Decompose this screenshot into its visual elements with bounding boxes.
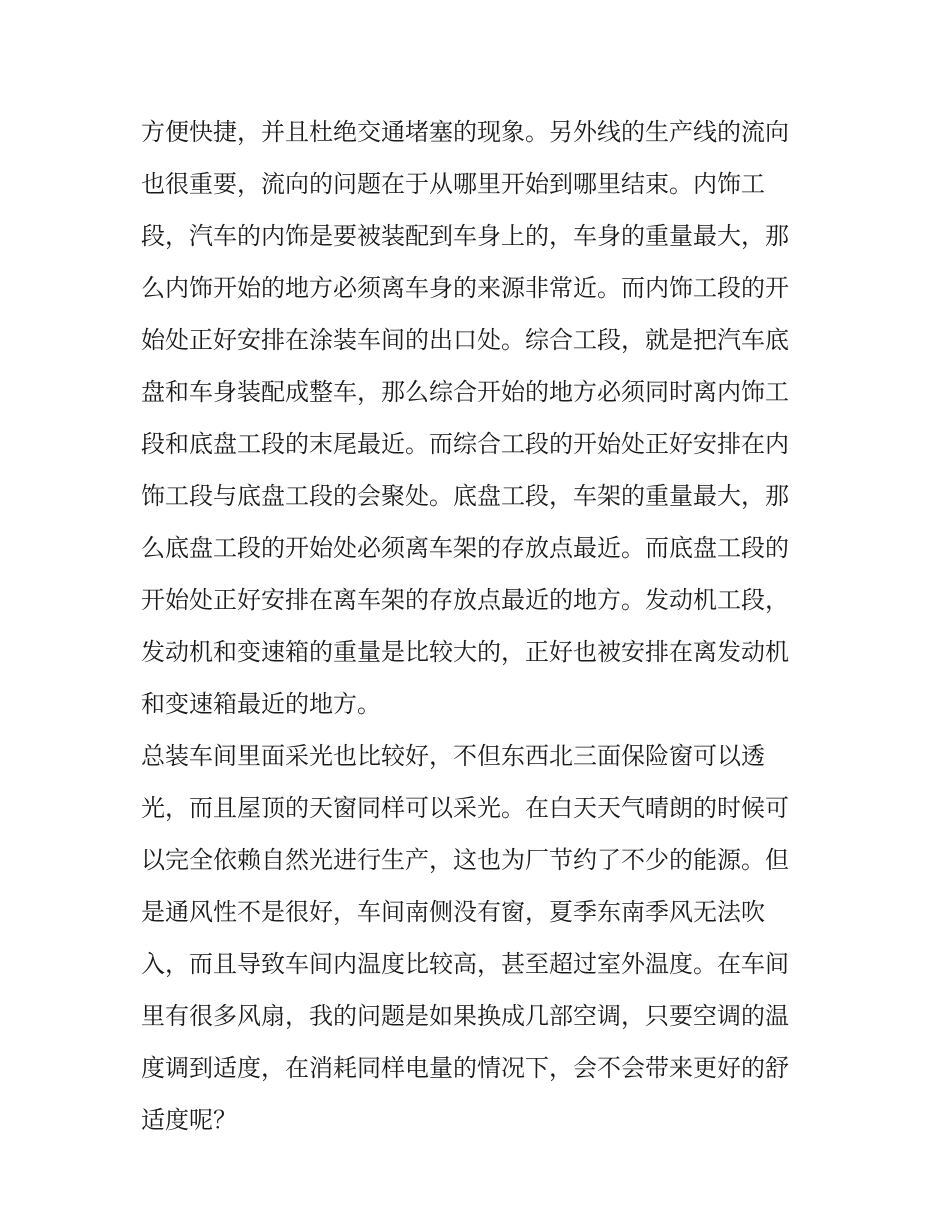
text-line: 以完全依赖自然光进行生产，这也为厂节约了不少的能源。但	[141, 846, 789, 874]
text-line: 适度呢？	[141, 1106, 237, 1134]
text-line: 开始处正好安排在离车架的存放点最近的地方。发动机工段，	[141, 586, 789, 614]
text-line: 方便快捷，并且杜绝交通堵塞的现象。另外线的生产线的流向	[141, 118, 789, 146]
body-text	[141, 106, 821, 1146]
text-line: 段和底盘工段的末尾最近。而综合工段的开始处正好安排在内	[141, 430, 789, 458]
text-line: 发动机和变速箱的重量是比较大的，正好也被安排在离发动机	[141, 638, 789, 666]
text-line: 么底盘工段的开始处必须离车架的存放点最近。而底盘工段的	[141, 534, 789, 562]
text-line: 么内饰开始的地方必须离车身的来源非常近。而内饰工段的开	[141, 274, 789, 302]
text-line: 也很重要，流向的问题在于从哪里开始到哪里结束。内饰工	[141, 170, 765, 198]
text-line: 总装车间里面采光也比较好，不但东西北三面保险窗可以透	[141, 742, 765, 770]
text-line: 段，汽车的内饰是要被装配到车身上的，车身的重量最大，那	[141, 222, 789, 250]
text-line: 和变速箱最近的地方。	[141, 690, 381, 718]
text-line: 盘和车身装配成整车，那么综合开始的地方必须同时离内饰工	[141, 378, 789, 406]
text-line: 饰工段与底盘工段的会聚处。底盘工段，车架的重量最大，那	[141, 482, 789, 510]
text-line: 度调到适度，在消耗同样电量的情况下，会不会带来更好的舒	[141, 1054, 789, 1082]
text-line: 入，而且导致车间内温度比较高，甚至超过室外温度。在车间	[141, 950, 789, 978]
text-line: 里有很多风扇，我的问题是如果换成几部空调，只要空调的温	[141, 1002, 789, 1030]
text-line: 始处正好安排在涂装车间的出口处。综合工段，就是把汽车底	[141, 326, 789, 354]
text-line: 光，而且屋顶的天窗同样可以采光。在白天天气晴朗的时候可	[141, 794, 789, 822]
text-line: 是通风性不是很好，车间南侧没有窗，夏季东南季风无法吹	[141, 898, 765, 926]
